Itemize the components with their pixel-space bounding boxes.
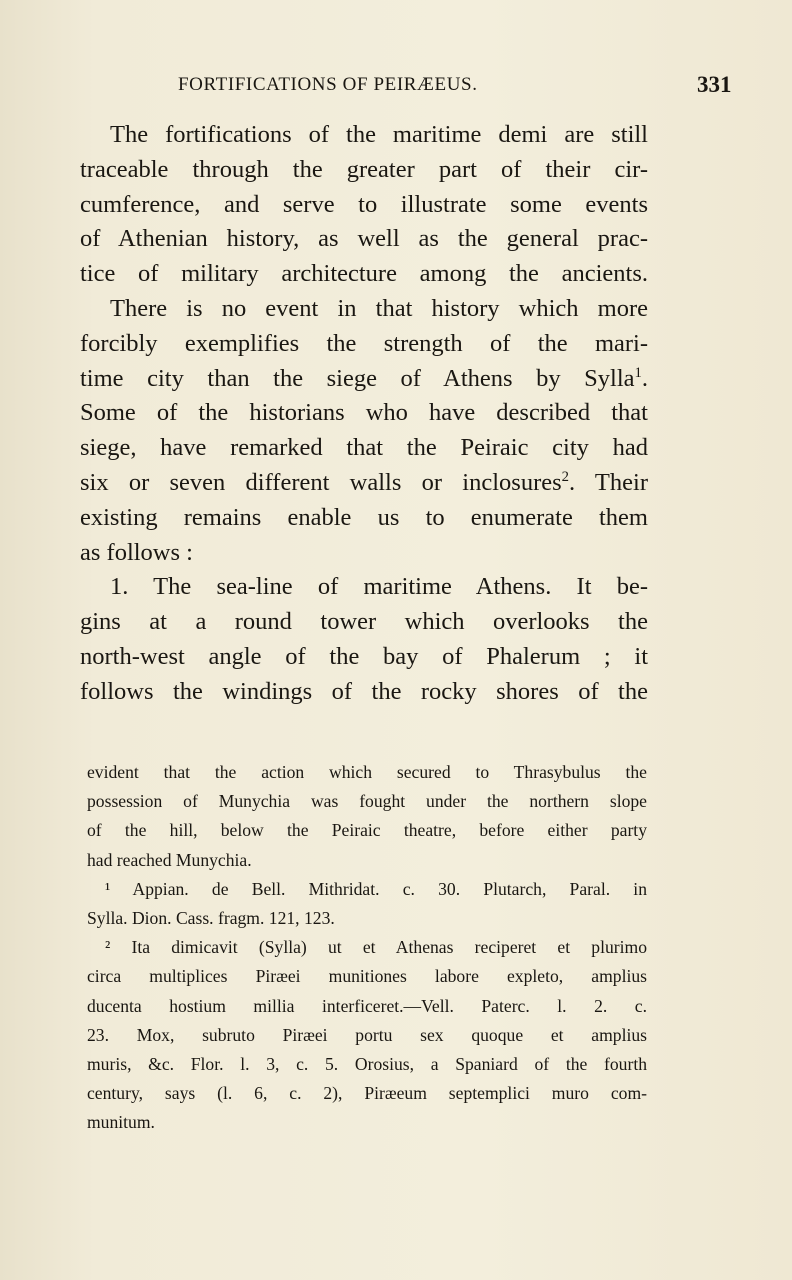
text-line xyxy=(80,327,648,362)
text-line-content: siege, have remarked that the Peiraic city had xyxy=(80,434,648,462)
text-line-content: tice of military architecture among the ancients. xyxy=(80,260,648,288)
footnote-line: Sylla. Dion. Cass. fragm. 121, 123. xyxy=(87,907,335,928)
footnote-line: ¹ Appian. de Bell. Mithridat. c. 30. Plutarch, Paral. in xyxy=(105,878,647,899)
text-line xyxy=(80,188,648,223)
text-line-content: There is no event in that history which more xyxy=(110,294,648,322)
text-line xyxy=(80,640,648,675)
text-line-content: The fortifications of the maritime demi are still xyxy=(110,121,648,148)
text-line-content: gins at a round tower which overlooks the xyxy=(80,608,648,636)
text-line-content: time city than the siege of Athens by Sylla xyxy=(80,364,635,392)
text-line-content: forcibly exemplifies the strength of the mari- xyxy=(80,329,648,357)
footnote-line: 23. Mox, subruto Piræei portu sex quoque et amplius xyxy=(87,1024,647,1045)
text-line xyxy=(80,605,648,640)
text-line xyxy=(80,292,648,327)
footnote-line: circa multiplices Piræei munitiones labore expleto, amplius xyxy=(87,966,647,987)
text-line-content: six or seven different walls or inclosures xyxy=(80,468,562,496)
footnote-reference: 2 xyxy=(561,468,569,485)
text-line xyxy=(80,257,648,292)
text-line-content: cumference, and serve to illustrate some events xyxy=(80,190,648,218)
text-line xyxy=(80,570,648,605)
text-line xyxy=(80,466,648,501)
text-line-content: north-west angle of the bay of Phalerum ; it xyxy=(80,642,648,670)
footnote-line: ducenta hostium millia interficeret.—Vell. Paterc. l. 2. c. xyxy=(87,995,647,1016)
footnote-line: muris, &c. Flor. l. 3, c. 5. Orosius, a Spaniard of the fourth xyxy=(87,1053,647,1074)
text-line-content: Some of the historians who have described that xyxy=(80,399,648,427)
footnote-line: ² Ita dimicavit (Sylla) ut et Athenas reciperet et plurimo xyxy=(105,937,647,958)
text-line-content: existing remains enable us to enumerate them xyxy=(80,503,648,531)
text-line xyxy=(80,362,648,397)
page-header xyxy=(0,72,792,102)
footnote-line: possession of Munychia was fought under the northern slope xyxy=(87,791,647,812)
footnote-line: had reached Munychia. xyxy=(87,849,252,870)
page-number: 331 xyxy=(697,72,732,97)
footnote-line: century, says (l. 6, c. 2), Piræeum septemplici muro com- xyxy=(87,1083,647,1104)
text-line-content: as follows : xyxy=(80,538,193,566)
main-text xyxy=(80,118,648,710)
text-line-continuation: . Their xyxy=(569,468,648,496)
text-line xyxy=(80,153,648,188)
text-line-content: follows the windings of the rocky shores of the xyxy=(80,677,648,705)
footnote-line: munitum. xyxy=(87,1112,155,1133)
text-line-continuation: . xyxy=(641,364,648,392)
running-title: FORTIFICATIONS OF PEIRÆEUS. xyxy=(178,74,478,95)
text-line-content: 1. The sea-line of maritime Athens. It be- xyxy=(110,573,648,601)
text-line xyxy=(80,501,648,536)
text-line xyxy=(80,396,648,431)
footnotes xyxy=(87,758,647,1137)
footnote-line: evident that the action which secured to Thrasybulus the xyxy=(87,762,647,782)
footnote-reference: 1 xyxy=(634,364,642,381)
text-line-content: traceable through the greater part of their cir- xyxy=(80,155,648,183)
text-line xyxy=(80,675,648,710)
text-line-content: of Athenian history, as well as the general prac- xyxy=(80,225,648,253)
text-line xyxy=(80,118,648,153)
footnote-line: of the hill, below the Peiraic theatre, before either party xyxy=(87,820,647,841)
text-line xyxy=(80,222,648,257)
text-line xyxy=(80,431,648,466)
text-line xyxy=(80,536,648,571)
